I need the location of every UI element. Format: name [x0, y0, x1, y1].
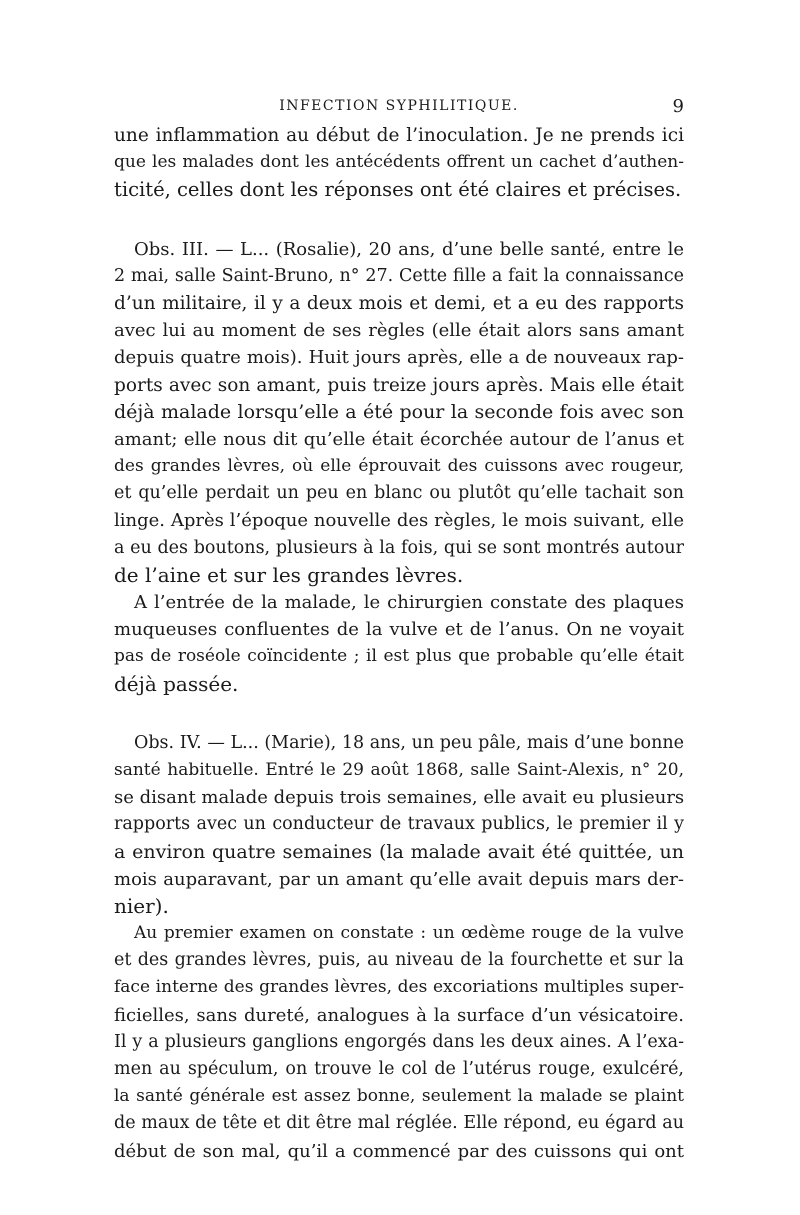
text-line: déjà passée. — [114, 671, 239, 696]
running-title: INFECTION SYPHILITIQUE. — [279, 98, 519, 114]
text-line: men au spéculum, on trouve le col de l’utérus rouge, exulcéré, — [114, 1059, 684, 1079]
text-line: 2 mai, salle Saint-Bruno, n° 27. Cette fille a fait la connaissance — [114, 265, 684, 286]
text-line: et qu’elle perdait un peu en blanc ou plutôt qu’elle tachait son — [114, 483, 684, 504]
text-line: déjà malade lorsqu’elle a été pour la seconde fois avec son — [114, 400, 684, 423]
text-line: santé habituelle. Entré le 29 août 1868, salle Saint-Alexis, n° 20, — [114, 759, 684, 780]
text-line: et des grandes lèvres, puis, au niveau de la fourchette et sur la — [114, 950, 684, 971]
text-line: de l’aine et sur les grandes lèvres. — [114, 562, 464, 587]
text-line: se disant malade depuis trois semaines, elle avait eu plusieurs — [114, 787, 685, 809]
paragraph — [114, 589, 684, 698]
text-line: depuis quatre mois). Huit jours après, elle a de nouveaux rap- — [114, 347, 684, 369]
paragraph — [114, 122, 684, 204]
text-line: de maux de tête et dit être mal réglée. Elle répond, eu égard au — [114, 1113, 684, 1134]
text-line: Obs. IV. — L... (Marie), 18 ans, un peu pâle, mais d’une bonne — [134, 732, 684, 753]
paragraph-obs-iv — [114, 730, 684, 920]
text-line: ports avec son amant, puis treize jours après. Mais elle était — [114, 374, 684, 396]
text-line: des grandes lèvres, où elle éprouvait des cuissons avec rougeur, — [114, 456, 684, 477]
text-line: linge. Après l’époque nouvelle des règles, le mois suivant, elle — [114, 510, 684, 532]
text-line: rapports avec un conducteur de travaux publics, le premier il y — [114, 814, 684, 835]
text-line: pas de roséole coïncidente ; il est plus que probable qu’elle était — [114, 646, 684, 667]
text-line: Il y a plusieurs ganglions engorgés dans les deux aines. A l’exa- — [114, 1031, 684, 1052]
page-number: 9 — [672, 96, 684, 117]
paragraph-obs-iii — [114, 236, 684, 589]
text-line: face interne des grandes lèvres, des excoriations multiples super- — [114, 977, 684, 998]
text-line: a environ quatre semaines (la malade avait été quittée, un — [114, 840, 684, 863]
text-line: Obs. III. — L... (Rosalie), 20 ans, d’une belle santé, entre le — [134, 238, 684, 260]
text-line: a eu des boutons, plusieurs à la fois, qui se sont montrés autour — [114, 537, 684, 558]
text-line: début de son mal, qu’il a commencé par des cuissons qui ont — [114, 1140, 684, 1162]
text-line: avec lui au moment de ses règles (elle était alors sans amant — [114, 320, 684, 342]
text-line: muqueuses confluentes de la vulve et de l’anus. On ne voyait — [114, 619, 684, 641]
text-line: une inflammation au début de l’inoculation. Je ne prends ici — [114, 125, 684, 146]
text-line: ficielles, sans dureté, analogues à la surface d’un vésicatoire. — [114, 1004, 684, 1026]
text-line: que les malades dont les antécédents offrent un cachet d’authen- — [114, 152, 684, 173]
paragraph-gap — [114, 204, 684, 236]
paragraph-gap — [114, 698, 684, 730]
text-line: Au premier examen on constate : un œdème rouge de la vulve — [134, 923, 684, 944]
text-line: d’un militaire, il y a deux mois et demi, et a eu des rapports — [114, 292, 684, 314]
paragraph — [114, 920, 684, 1165]
body-text — [114, 122, 684, 1165]
text-line: la santé générale est assez bonne, seulement la malade se plaint — [114, 1086, 684, 1107]
text-line: amant; elle nous dit qu’elle était écorchée autour de l’anus et — [114, 428, 684, 450]
text-line: mois auparavant, par un amant qu’elle avait depuis mars der- — [114, 868, 684, 890]
page-header — [114, 96, 684, 120]
text-line: A l’entrée de la malade, le chirurgien constate des plaques — [134, 592, 684, 613]
text-line: nier). — [114, 893, 169, 918]
text-line: ticité, celles dont les réponses ont été claires et précises. — [114, 178, 682, 202]
